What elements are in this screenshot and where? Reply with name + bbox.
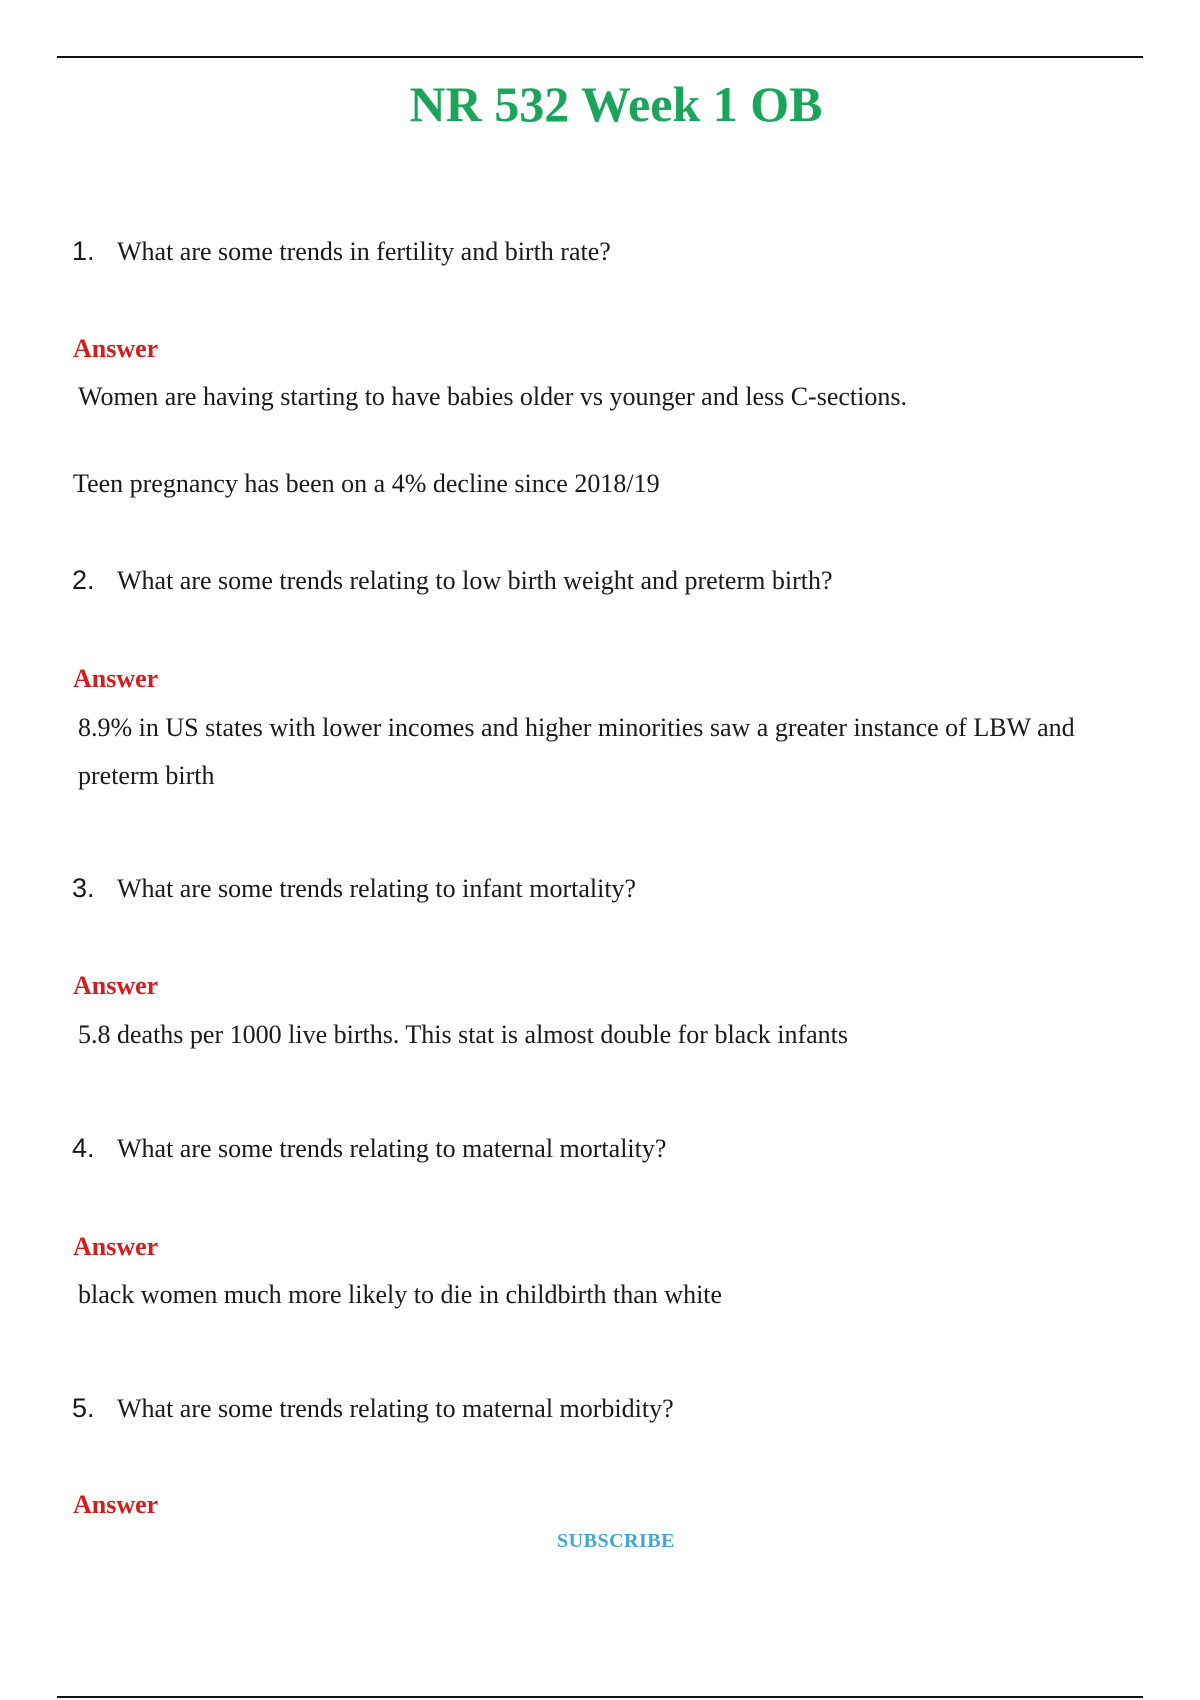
question-5: [72, 1391, 674, 1426]
question-number: 2.: [72, 565, 95, 595]
question-number: 4.: [72, 1133, 95, 1163]
question-1: [72, 234, 611, 269]
question-number: 3.: [72, 873, 95, 903]
question-text: What are some trends relating to maternal mortality?: [117, 1134, 667, 1163]
top-divider: [57, 56, 1143, 58]
answer-label: Answer: [73, 334, 159, 363]
answer-text: Teen pregnancy has been on a 4% decline since 2018/19: [73, 469, 660, 498]
question-text: What are some trends in fertility and birth rate?: [117, 237, 611, 266]
question-2: [72, 563, 833, 598]
subscribe-link[interactable]: SUBSCRIBE: [557, 1530, 675, 1552]
question-text: What are some trends relating to low birth weight and preterm birth?: [117, 566, 833, 595]
question-3: [72, 871, 636, 906]
answer-label: Answer: [73, 1232, 159, 1261]
document-title: NR 532 Week 1 OB: [409, 76, 823, 132]
answer-label: Answer: [73, 1490, 159, 1519]
bottom-divider: [57, 1696, 1143, 1698]
answer-text: Women are having starting to have babies older vs younger and less C-sections.: [78, 382, 907, 411]
question-number: 5.: [72, 1393, 95, 1423]
question-text: What are some trends relating to infant mortality?: [117, 874, 637, 903]
answer-label: Answer: [73, 971, 159, 1000]
question-text: What are some trends relating to maternal morbidity?: [117, 1394, 674, 1423]
answer-text: 5.8 deaths per 1000 live births. This stat is almost double for black infants: [78, 1020, 849, 1049]
answer-text: 8.9% in US states with lower incomes and higher minorities saw a greater instance of LBW and preterm birth: [78, 713, 1075, 790]
answer-text: black women much more likely to die in childbirth than white: [78, 1280, 723, 1309]
answer-label: Answer: [73, 664, 159, 693]
question-number: 1.: [72, 236, 95, 266]
question-4: [72, 1131, 666, 1166]
